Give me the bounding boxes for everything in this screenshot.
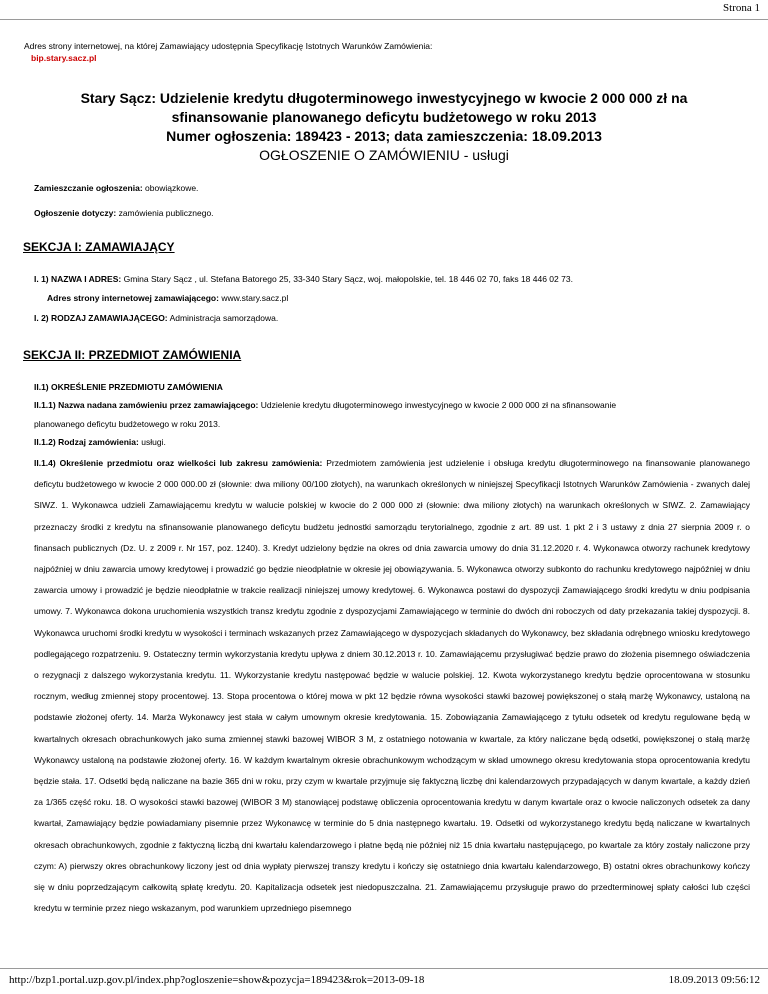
order-kind-label: II.1.2) Rodzaj zamówienia: bbox=[34, 437, 139, 447]
order-name-label: II.1.1) Nazwa nadana zamówieniu przez zamawiającego: bbox=[34, 400, 259, 410]
order-name-value-2: planowanego deficytu budżetowego w roku 2013. bbox=[34, 419, 221, 429]
meta-concerns-label: Ogłoszenie dotyczy: bbox=[34, 208, 117, 218]
order-kind-value: usługi. bbox=[141, 437, 166, 447]
order-scope-value: Przedmiotem zamówienia jest udzielenie i obsługa kredytu długoterminowego na finansowanie planowanego deficytu budżetowego w kwocie 2 000 000.00 zł (słownie: dwa miliony 00/100 złotych), na warunkach określonych w niniejszej Specyfikacji Istotnych Warunków Zamówienia - zwanych dalej SIWZ. 1. Wykonawca udzieli Zamawiającemu kredytu w walucie polskiej w kwocie do 2 000 000 zł (słownie: dwa miliony złotych) na warunkach określonych w SIWZ. 2. Zamawiający przeznaczy środki z kredytu na sfinansowanie planowanego deficytu budżetu jednostki samorządu terytorialnego, zgodnie z art. 89 ust. 1 pkt 2 i 3 ustawy z dnia 27 sierpnia 2009 r. o finansach publicznych (Dz. U. z 2009 r. Nr 157, poz. 1240). 3. Kredyt udzielony będzie na okres od dnia zawarcia umowy do dnia 31.12.2020 r. 4. Wykonawca otworzy rachunek kredytowy najpóźniej w dniu zawarcia umowy kredytowej i prowadzić go będzie nieodpłatnie w okresie jej obowiązywania. 5. Wykonawca otworzy subkonto do rachunku kredytowego najpóźniej w dniu zawarcia umowy i prowadzić je będzie nieodpłatnie w trakcie realizacji niniejszej umowy kredytowej. 6. Wykonawca postawi do dyspozycji Zamawiającego środki kredytu w dniu podpisania umowy. 7. Wykonawca dokona uruchomienia wszystkich transz kredytu zgodnie z dyspozycjami Zamawiającego w terminie do dwóch dni roboczych od daty przekazania takiej dyspozycji. 8. Wykonawca uruchomi środki kredytu w wysokości i terminach wskazanych przez Zamawiającego w dyspozycjach składanych do Wykonawcy, bez składania odrębnego wniosku kredytowego podlegającego rozpatrzeniu. 9. Ostateczny termin wykorzystania kredytu upływa z dniem 30.12.2013 r. 10. Zamawiającemu przysługiwać będzie prawo do złożenia pisemnego oświadczenia o rezygnacji z dalszego wykorzystania kredytu. 11. Wykorzystanie kredytu następować będzie w walucie polskiej. 12. Kwota wykorzystanego kredytu będzie oprocentowana w stosunku rocznym, według zmiennej stopy procentowej. 13. Stopa procentowa o której mowa w pkt 12 będzie równa wysokości stawki bazowej powiększonej o stałą marżę Wykonawcy, ustaloną na podstawie złożonej oferty. 14. Marża Wykonawcy jest stała w całym umownym okresie kredytowania. 15. Zobowiązania Zamawiającego z tytułu odsetek od kredytu regulowane będą w kwartalnych okresach obrachunkowych jako suma zmiennej stawki bazowej WIBOR 3 M, z ostatniego notowania w kwartale, za który naliczane będą odsetki, powiększonej o stałą marżę Wykonawcy ustaloną na podstawie złożonej oferty. 16. W każdym kwartalnym okresie obrachunkowym wchodzącym w skład umownego okresu kredytowania stopa oprocentowania kredytu będzie stała. 17. Odsetki będą naliczane na bazie 365 dni w roku, przy czym w kwartale przyjmuje się faktyczną liczbę dni kalendarzowych przypadających w danym kwartale, a każdy dzień za 1/365 część roku. 18. O wysokości stawki bazowej (WIBOR 3 M) stanowiącej podstawę obliczenia oprocentowania kredytu w danym kwartale oraz o kwocie naliczonych odsetek za dany kwartał, Zamawiający będzie powiadamiany pisemnie przez Wykonawcę w terminie do 5 dnia następnego kwartału. 19. Odsetki od wykorzystanego kredytu będą naliczane w kwartalnych okresach obrachunkowych, zgodnie z faktyczną liczbą dni kwartału kalendarzowego i płatne będą nie później niż 15 dnia kwartału następującego, po kwartale za który zostały naliczone przy czym: A) pierwszy okres obrachunkowy liczony jest od dnia wypłaty pierwszej transzy kredytu i kończy się ostatniego dnia kwartału kalendarzowego, B) ostatni okres obrachunkowy kończy się w dniu poprzedzającym całkowitą spłatę kredytu. 20. Kapitalizacja odsetek jest niedopuszczalna. 21. Zamawiającemu przysługuje prawo do przedterminowej spłaty całości lub części kredytu w terminie przez niego wskazanym, pod warunkiem uprzedniego pisemnego bbox=[34, 458, 750, 914]
type-value: Administracja samorządowa. bbox=[169, 313, 279, 323]
type-label: I. 2) RODZAJ ZAMAWIAJĄCEGO: bbox=[34, 313, 168, 323]
title-line-1: Stary Sącz: Udzielenie kredytu długoterminowego inwestycyjnego w kwocie 2 000 000 zł na bbox=[80, 90, 688, 106]
order-scope-label: II.1.4) Określenie przedmiotu oraz wielkości lub zakresu zamówienia: bbox=[34, 458, 323, 468]
order-scope bbox=[34, 453, 750, 919]
siwz-address-label: Adres strony internetowej, na której Zamawiający udostępnia Specyfikację Istotnych Warunków Zamówienia: bbox=[24, 41, 433, 51]
name-address-label: I. 1) NAZWA I ADRES: bbox=[34, 274, 122, 284]
www-label: Adres strony internetowej zamawiającego: bbox=[47, 293, 219, 303]
order-name-line-2 bbox=[34, 419, 749, 429]
title-line-3: Numer ogłoszenia: 189423 - 2013; data zamieszczenia: 18.09.2013 bbox=[166, 128, 602, 144]
meta-concerns bbox=[34, 208, 214, 218]
footer-timestamp: 18.09.2013 09:56:12 bbox=[668, 974, 760, 986]
subject-heading bbox=[34, 382, 749, 392]
page-number: Strona 1 bbox=[723, 2, 760, 14]
order-kind bbox=[34, 437, 749, 447]
www-value: www.stary.sacz.pl bbox=[221, 293, 289, 303]
section-2-heading: SEKCJA II: PRZEDMIOT ZAMÓWIENIA bbox=[23, 348, 242, 362]
meta-concerns-value: zamówienia publicznego. bbox=[118, 208, 214, 218]
title-line-2: sfinansowanie planowanego deficytu budżetowego w roku 2013 bbox=[171, 109, 597, 125]
section-1-name-address bbox=[34, 274, 749, 284]
header-divider bbox=[0, 19, 768, 20]
footer-url: http://bzp1.portal.uzp.gov.pl/index.php?ogloszenie=show&pozycja=189423&rok=2013-09-18 bbox=[9, 974, 425, 986]
subject-heading-text: II.1) OKREŚLENIE PRZEDMIOTU ZAMÓWIENIA bbox=[34, 382, 223, 392]
meta-placement bbox=[34, 183, 198, 193]
order-name-line-1 bbox=[34, 400, 749, 410]
order-name-value-1: Udzielenie kredytu długoterminowego inwestycyjnego w kwocie 2 000 000 zł na sfinansowanie bbox=[260, 400, 617, 410]
meta-placement-value: obowiązkowe. bbox=[145, 183, 199, 193]
siwz-address-link[interactable]: bip.stary.sacz.pl bbox=[31, 53, 97, 63]
notice-title bbox=[20, 89, 748, 165]
meta-placement-label: Zamieszczanie ogłoszenia: bbox=[34, 183, 143, 193]
title-line-4: OGŁOSZENIE O ZAMÓWIENIU - usługi bbox=[259, 147, 509, 163]
footer-divider bbox=[0, 968, 768, 969]
name-address-value: Gmina Stary Sącz , ul. Stefana Batorego 25, 33-340 Stary Sącz, woj. małopolskie, tel. 18 446 02 70, faks 18 446 02 73. bbox=[123, 274, 573, 284]
section-1-heading: SEKCJA I: ZAMAWIAJĄCY bbox=[23, 240, 175, 254]
section-1-type bbox=[34, 313, 749, 323]
section-1-www bbox=[47, 293, 762, 303]
